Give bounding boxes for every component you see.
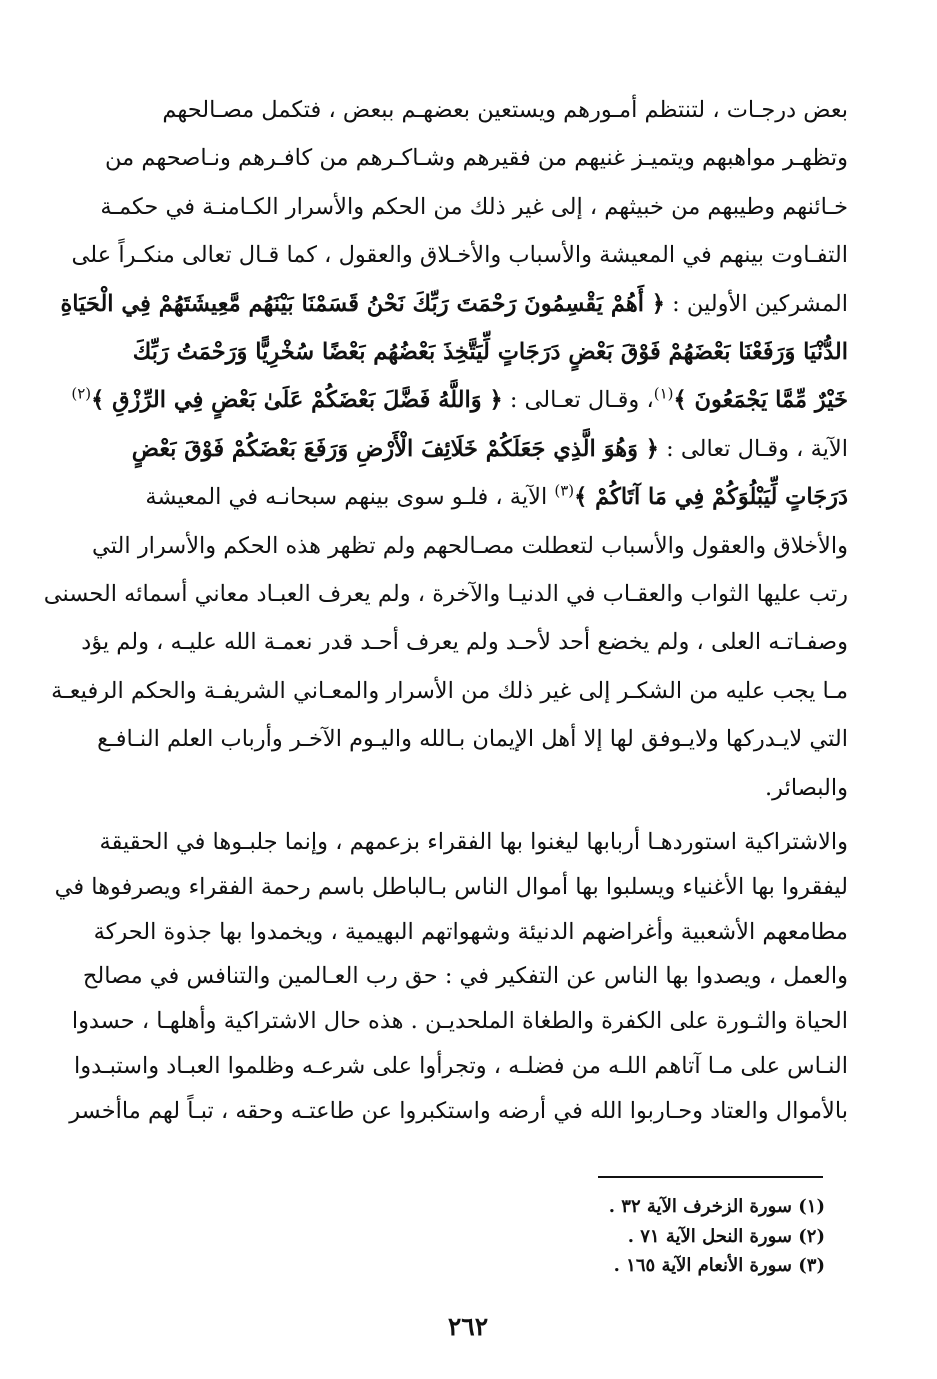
quran-verse-line: الدُّنْيَا وَرَفَعْنَا بَعْضَهُمْ فَوْقَ بَعْضٍ دَرَجَاتٍ لِّيَتَّخِذَ بَعْضُهُم بَعْضًا سُخْرِيًّا وَرَحْمَتُ رَبِّكَ	[132, 339, 848, 366]
footnote-3: (٣) سورة الأنعام الآية ١٦٥ .	[613, 1255, 825, 1276]
text-line: والأخلاق والعقول والأسباب لتعطلت مصـالحهم ولم تظهر هذه الحكم والأسرار التي	[92, 532, 848, 559]
text-line: خـائنهم وطيبهم من خبيثهم ، إلى غير ذلك من الحكم والأسرار الكـامنـة في حكمـة	[100, 193, 848, 220]
text-segment: الآية ، وقـال تعالى :	[666, 435, 848, 462]
main-paragraph	[43, 86, 848, 812]
text-line	[71, 376, 848, 424]
text-line: بعض درجـات ، لتنتظم أمـورهم ويستعين بعضهـم ببعض ، فتكمل مصـالحهم	[162, 97, 848, 123]
text-line: التفـاوت بينهم في المعيشة والأسباب والأخـلاق والعقول ، كما قـال تعالى منكـراً على	[71, 242, 848, 269]
text-line: ليفقروا بها الأغنياء ويسلبوا بها أموال الناس بـالباطل باسم رحمة الفقراء ويصرفوها في	[54, 873, 848, 900]
text-line: والعمل ، ويصدوا بها الناس عن التفكير في : حق رب العـالمين والتنافس في مصالح	[82, 963, 848, 990]
text-line: بالأموال والعتاد وحـاربوا الله في أرضه واستكبروا عن طاعتـه وحقه ، تبـاً لهم ماأخسر	[69, 1097, 848, 1124]
footnote-2: (٢) سورة النحل الآية ٧١ .	[627, 1225, 825, 1247]
quran-verse: ﴿ أَهُمْ يَقْسِمُونَ رَحْمَتَ رَبِّكَ نَحْنُ قَسَمْنَا بَيْنَهُم مَّعِيشَتَهُمْ فِي الْحَيَاةِ	[60, 290, 665, 317]
quran-verse: دَرَجَاتٍ لِّيَبْلُوَكُمْ فِي مَا آتَاكُمْ ﴾	[574, 484, 848, 511]
text-line: مطامعهم الأشعبية وأغراضهم الدنيئة وشهواتهم البهيمية ، ويخمدوا بها جذوة الحركة	[93, 918, 848, 945]
footnotes	[400, 1192, 825, 1281]
text-line: والبصائر.	[765, 774, 848, 801]
second-paragraph	[54, 820, 848, 1134]
footnote-ref-2: (٢)	[71, 384, 92, 403]
text-line: وتظهـر مواهبهم ويتميـز غنيهم من فقيرهم وشـاكـرهم من كافـرهم ونـاصحهم من	[105, 145, 848, 172]
text-segment: المشركين الأولين :	[672, 290, 848, 317]
text-line: النـاس على مـا آتاهم اللـه من فضلـه ، وتجرأوا على شرعـه وظلموا العبـاد واستبـدوا	[74, 1052, 848, 1079]
footnote-1: (١) سورة الزخرف الآية ٣٢ .	[608, 1196, 825, 1217]
text-line: مـا يجب عليه من الشكـر إلى غير ذلك من الأسرار والمعـاني الشريفـة والحكم الرفيعـة	[51, 677, 848, 704]
quran-verse: خَيْرٌ مِّمَّا يَجْمَعُونَ ﴾	[673, 387, 848, 414]
text-line: وصفـاتـه العلى ، ولم يخضع أحد لأحـد ولم يعرف أحـد قدر نعمـة الله عليـه ، ولم يؤد	[81, 629, 848, 656]
quran-verse: ﴿ وَاللَّهُ فَضَّلَ بَعْضَكُمْ عَلَىٰ بَعْضٍ فِي الرِّزْقِ ﴾	[91, 387, 503, 414]
text-line	[88, 473, 848, 521]
text-line: رتب عليها الثواب والعقـاب في الدنيـا والآخرة ، ولم يعرف العبـاد معاني أسمائه الحسنى	[43, 581, 848, 608]
text-line: التي لايـدركها ولايـوفق لها إلا أهل الإيمان بـالله واليـوم الآخـر وأرباب العلم النـافـع	[97, 726, 848, 753]
footnote-ref-3: (٣)	[554, 481, 575, 500]
footnote-divider	[598, 1176, 823, 1178]
text-line: والاشتراكية استوردهـا أربابها ليغنوا بها الفقراء بزعمهم ، وإنما جلبـوها في الحقيقة	[99, 829, 848, 855]
page-number: ٢٦٢	[447, 1312, 489, 1341]
text-line	[88, 425, 848, 473]
text-segment: ، وقـال تعـالى :	[509, 387, 654, 414]
text-line: الحياة والثـورة على الكفرة والطغاة الملحديـن . هذه حال الاشتراكية وأهلهـا ، حسدوا	[71, 1008, 848, 1035]
quran-verse: ﴿ وَهُوَ الَّذِي جَعَلَكُمْ خَلَائِفَ الْأَرْضِ وَرَفَعَ بَعْضَكُمْ فَوْقَ بَعْضٍ	[131, 435, 659, 462]
text-segment: الآية ، فلـو سوى بينهم سبحانـه في المعيشة	[145, 484, 548, 511]
text-line	[60, 280, 848, 328]
footnote-ref-1: (١)	[653, 384, 674, 403]
